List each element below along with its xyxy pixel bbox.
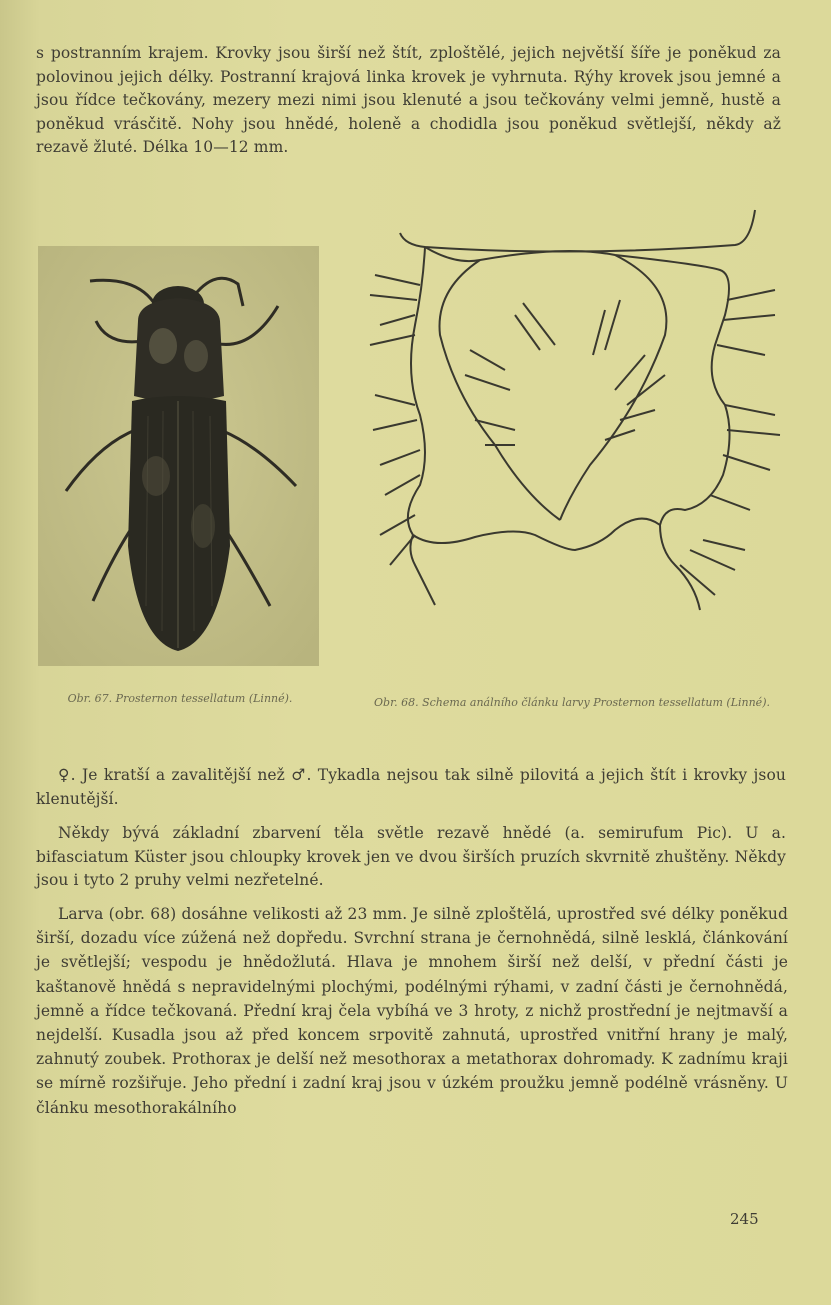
female-paragraph: ♀. Je kratší a zavalitější než ♂. Tykadla nejsou tak silně pilovitá a jejich štít i krovky jsou klenutější. — [36, 766, 786, 808]
variants-paragraph: Někdy bývá základní zbarvení těla světle rezavě hnědé (a. semirufum Pic). U a. bifasciatum Küster jsou chloupky krovek jen ve dvou širších pruzích skvrnitě zhuštěny. Někdy jsou i tyto 2 pruhy velmi nezřetelné. — [36, 824, 786, 889]
beetle-photo — [38, 246, 319, 666]
larva-paragraph: Larva (obr. 68) dosáhne velikosti až 23 mm. Je silně zploštělá, uprostřed své délky poněkud širší, dozadu více zúžená než dopředu. Svrchní strana je černohnědá, silně lesklá, článkování je světlejší; vespodu je hnědožlutá. Hlava je mnohem širší než delší, v přední části je kaštanově hnědá s nepravidelnými plochými, podélnými rýhami, v zadní části je černohnědá, jemně a řídce tečkovaná. Přední kraj čela vybíhá ve 3 hroty, z nichž prostřední je nejtmavší a nejdelší. Kusadla jsou až před koncem srpovitě zahnutá, uprostřed vnitřní hrany je malý, zahnutý zoubek. Prothorax je delší než mesothorax a metathorax dohromady. K zadnímu kraji se mírně rozšiřuje. Jeho přední i zadní kraj jsou v úzkém proužku jemně podélně vrásněny. U článku mesothorakálního — [36, 905, 788, 1117]
intro-paragraph: s postranním krajem. Krovky jsou širší než štít, zploštělé, jejich největší šíře je poněkud za polovinou jejich délky. Postranní krajová linka krovek je vyhrnuta. Rýhy krovek jsou jemné a jsou řídce tečkovány, mezery mezi nimi jsou klenuté a jsou tečkovány velmi jemně, hustě a poněkud vrásčitě. Nohy jsou hnědé, holeně a chodidla jsou poněkud světlejší, někdy až rezavě žluté. Délka 10—12 mm. — [36, 44, 781, 156]
beetle-illustration — [38, 246, 319, 666]
figure-68-caption: Obr. 68. Schema análního článku larvy Prosternon tessellatum (Linné). — [374, 696, 770, 709]
page-number: 245 — [730, 1210, 759, 1228]
figure-67-caption: Obr. 67. Prosternon tessellatum (Linné). — [67, 692, 293, 705]
larva-anal-segment-diagram — [365, 205, 785, 680]
